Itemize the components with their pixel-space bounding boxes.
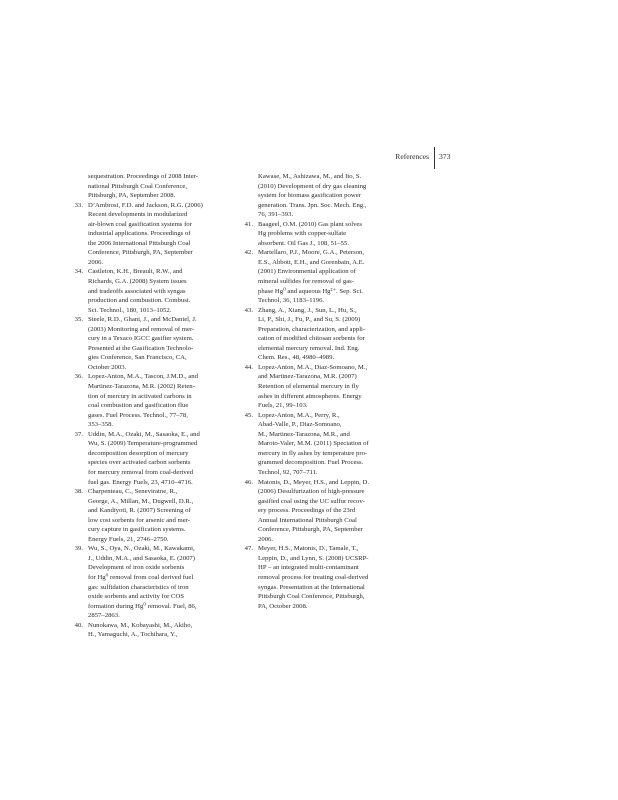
reference-text-line: 2006. bbox=[88, 258, 104, 266]
reference-text-line: sequestration. Proceedings of 2008 Inter- bbox=[88, 173, 198, 180]
reference-number: 36. bbox=[74, 373, 83, 381]
reference-text-line: cation of modified chitosan sorbents for bbox=[258, 335, 365, 343]
reference-entry bbox=[234, 248, 398, 305]
reference-number: 40. bbox=[74, 621, 83, 629]
reference-text-line: Lopez-Anton, M.A., Diaz-Somoano, M., bbox=[258, 363, 368, 371]
reference-number: 35. bbox=[74, 316, 83, 324]
reference-text-line: Zhang, A., Xiang, J., Sun, L., Hu, S., bbox=[258, 306, 357, 314]
reference-entry bbox=[64, 372, 228, 429]
reference-text-line: mercury in fly ashes by temperature pro- bbox=[258, 449, 368, 457]
reference-text-line: (2003) Monitoring and removal of mer- bbox=[88, 325, 195, 333]
reference-text-line: removal process for treating coal-derived bbox=[258, 573, 369, 581]
reference-text-line: decomposition desorption of mercury bbox=[88, 449, 189, 457]
reference-text-line: generation. Trans. Jpn. Soc. Mech. Eng., bbox=[258, 201, 367, 209]
reference-text-line: Nunokawa, M., Kobayashi, M., Akiho, bbox=[88, 621, 193, 629]
reference-text-line: Abad-Valle, P., Diaz-Somoano, bbox=[258, 421, 342, 429]
reference-number: 34. bbox=[74, 268, 83, 276]
reference-text-line: Fuels, 21, 99–103. bbox=[258, 402, 308, 410]
reference-number: 43. bbox=[244, 306, 253, 314]
reference-number: 42. bbox=[244, 249, 253, 257]
reference-entry bbox=[234, 544, 398, 611]
reference-text-line: Pittsburgh, PA, September 2008. bbox=[88, 192, 176, 200]
reference-text-line: Lopez-Anton, M.A., Tascon, J.M.D., and bbox=[88, 373, 198, 381]
reference-entry bbox=[234, 306, 398, 363]
reference-text-line: oxide sorbents and activity for COS bbox=[88, 593, 185, 601]
reference-text-line: Martinez-Tarazona, M.R. (2002) Reten- bbox=[88, 383, 195, 391]
reference-text-line: George, A., Millan, M., Dugwell, D.R., bbox=[88, 497, 194, 505]
reference-text-line: absorbent. Oil Gas J., 108, 51–55. bbox=[258, 239, 350, 247]
reference-number: 46. bbox=[244, 478, 253, 486]
reference-text-line: M., Martinez-Tarazona, M.R., and bbox=[258, 430, 350, 438]
reference-text-line: (2010) Development of dry gas cleaning bbox=[258, 182, 367, 190]
reference-text-line: for mercury removal from coal-derived bbox=[88, 468, 194, 476]
reference-text-line: October 2003. bbox=[88, 363, 127, 371]
reference-number: 41. bbox=[244, 220, 253, 228]
reference-text-line: E.S., Abbott, E.H., and Gorenbain, A.E. bbox=[258, 258, 365, 266]
reference-text-line: grammed decomposition. Fuel Process. bbox=[258, 459, 364, 467]
reference-text-line: Uddin, M.A., Ozaki, M., Sasaoka, E., and bbox=[88, 430, 200, 438]
reference-text-line: Conference, Pittsburgh, PA, September bbox=[258, 526, 363, 534]
reference-entry bbox=[64, 430, 228, 487]
reference-text-line: Matonis, D., Meyer, H.S., and Leppin, D. bbox=[258, 478, 369, 486]
reference-text-line: Kawase, M., Ashizawa, M., and Ito, S. bbox=[258, 173, 362, 180]
reference-entry bbox=[234, 220, 398, 249]
reference-text-line: Maroto-Valer, M.M. (2011) Speciation of bbox=[258, 440, 369, 448]
reference-text-line: Leppin, D., and Lynn, S. (2008) UCSRP- bbox=[258, 554, 369, 562]
reference-text-line: cury in a Texaco IGCC gasifier system. bbox=[88, 335, 194, 343]
reference-number: 44. bbox=[244, 363, 253, 371]
reference-text-line: Sci. Technol., 180, 1013–1052. bbox=[88, 306, 172, 314]
reference-entry bbox=[64, 544, 228, 620]
reference-text-line: Meyer, H.S., Matonis, D., Tamale, T., bbox=[258, 545, 359, 553]
header-divider bbox=[434, 147, 435, 169]
reference-text-line: 2006. bbox=[258, 535, 274, 543]
reference-text-line: Steele, R.D., Ghani, J., and McDaniel, J. bbox=[88, 316, 197, 324]
reference-text-line: Conference, Pittsburgh, PA, September bbox=[88, 249, 193, 257]
reference-text-line: ashes in different atmospheres. Energy bbox=[258, 392, 362, 400]
reference-text-line: elemental mercury removal. Ind. Eng. bbox=[258, 344, 360, 352]
reference-text-line: Retention of elemental mercury in fly bbox=[258, 383, 359, 391]
section-title: References bbox=[395, 152, 429, 161]
reference-entry bbox=[234, 411, 398, 478]
reference-text-line: Annual International Pittsburgh Coal bbox=[258, 516, 357, 524]
reference-number: 47. bbox=[244, 545, 253, 553]
reference-text-line: low cost sorbents for arsenic and mer- bbox=[88, 516, 191, 524]
reference-entry bbox=[234, 478, 398, 545]
reference-number: 37. bbox=[74, 430, 83, 438]
reference-text-line: Martellaro, P.J., Moore, G.A., Peterson, bbox=[258, 249, 365, 257]
reference-text-line: PA, October 2008. bbox=[258, 602, 308, 610]
reference-column-left bbox=[64, 172, 228, 640]
reference-text-line: J., Uddin, M.A., and Sasaoka, E. (2007) bbox=[88, 554, 195, 562]
reference-text-line: Castleton, K.H., Breault, R.W., and bbox=[88, 268, 183, 276]
reference-text-line: Technol, 36, 1183–1196. bbox=[258, 297, 325, 305]
reference-text-line: (2006) Desulfurization of high-pressure bbox=[258, 488, 365, 496]
reference-entry bbox=[64, 267, 228, 315]
reference-text-line: Wu, S., Oya, N., Ozaki, M., Kawakami, bbox=[88, 545, 195, 553]
reference-text-line: 76, 391–393. bbox=[258, 211, 294, 219]
reference-entry bbox=[64, 201, 228, 268]
reference-number: 39. bbox=[74, 545, 83, 553]
reference-text-line: Preparation, characterization, and appli- bbox=[258, 325, 366, 333]
reference-text-line: D’Ambrosi, F.D. and Jackson, R.G. (2006) bbox=[88, 201, 203, 209]
page-number: 373 bbox=[439, 152, 451, 161]
reference-text-line: Li, P., Shi, J., Fu, P., and Su, S. (2009) bbox=[258, 316, 361, 324]
reference-text-line: formation during Hg⁰ removal. Fuel, 86, bbox=[88, 602, 197, 610]
reference-number: 33. bbox=[74, 201, 83, 209]
reference-text-line: mineral sulfides for removal of gas- bbox=[258, 278, 355, 286]
reference-text-line: HP – an integrated multi-contaminant bbox=[258, 564, 359, 572]
reference-text-line: Charpenteau, C., Seneviratne, R., bbox=[88, 488, 178, 496]
reference-text-line: system for biomass gasification power bbox=[258, 192, 361, 200]
reference-text-line: gas: sulfidation characteristics of iron bbox=[88, 583, 189, 591]
reference-text-line: gases. Fuel Process. Technol., 77–78, bbox=[88, 411, 188, 419]
reference-text-line: Energy Fuels, 21, 2746–2750. bbox=[88, 535, 169, 543]
reference-text-line: cury capture in gasification systems. bbox=[88, 526, 186, 534]
reference-text-line: gasified coal using the UC sulfur recov- bbox=[258, 497, 365, 505]
reference-text-line: 2857–2863. bbox=[88, 612, 120, 620]
reference-text-line: phase Hg⁰ and aqueous Hg²⁺. Sep. Sci. bbox=[258, 287, 363, 295]
reference-entry bbox=[234, 172, 398, 220]
reference-text-line: air-blown coal gasification systems for bbox=[88, 220, 192, 228]
reference-text-line: tion of mercury in activated carbons in bbox=[88, 392, 192, 400]
reference-text-line: syngas. Presentation at the International bbox=[258, 583, 365, 591]
reference-text-line: production and combustion. Combust. bbox=[88, 297, 191, 305]
reference-number: 45. bbox=[244, 411, 253, 419]
reference-number: 38. bbox=[74, 488, 83, 496]
reference-entry bbox=[64, 172, 228, 201]
reference-text-line: Pittsburgh Coal Conference, Pittsburgh, bbox=[258, 593, 365, 601]
reference-text-line: Richards, G.A. (2008) System issues bbox=[88, 278, 187, 286]
reference-text-line: H., Yamaguchi, A., Tochihara, Y., bbox=[88, 631, 178, 639]
reference-text-line: Development of iron oxide sorbents bbox=[88, 564, 185, 572]
reference-text-line: Hg problems with copper-sulfate bbox=[258, 230, 347, 238]
reference-text-line: Lopez-Anton, M.A., Perry, R., bbox=[258, 411, 340, 419]
reference-entry bbox=[64, 621, 228, 640]
reference-text-line: the 2006 International Pittsburgh Coal bbox=[88, 239, 191, 247]
reference-text-line: Wu, S. (2009) Temperature-programmed bbox=[88, 440, 198, 448]
reference-entry bbox=[64, 315, 228, 372]
reference-text-line: Baageel, O.M. (2010) Gas plant solves bbox=[258, 220, 363, 228]
reference-text-line: for Hg⁰ removal from coal derived fuel bbox=[88, 573, 194, 581]
reference-column-right bbox=[234, 172, 398, 611]
reference-entry bbox=[64, 487, 228, 544]
reference-text-line: and Kandiyoti, R. (2007) Screening of bbox=[88, 507, 191, 515]
reference-text-line: Recent developments in modularized bbox=[88, 211, 188, 219]
reference-text-line: industrial applications. Proceedings of bbox=[88, 230, 191, 238]
reference-text-line: species over activated carbon sorbents bbox=[88, 459, 191, 467]
reference-text-line: Technol, 92, 707–711. bbox=[258, 468, 318, 476]
reference-text-line: national Pittsburgh Coal Conference, bbox=[88, 182, 188, 190]
reference-text-line: (2001) Environmental application of bbox=[258, 268, 356, 276]
reference-text-line: fuel gas. Energy Fuels, 23, 4710–4716. bbox=[88, 478, 193, 486]
reference-text-line: Chem. Res., 48, 4980–4989. bbox=[258, 354, 335, 362]
reference-entry bbox=[234, 363, 398, 411]
running-header bbox=[340, 151, 454, 165]
reference-text-line: coal combustion and gasification flue bbox=[88, 402, 189, 410]
reference-text-line: and Martinez-Tarazona, M.R. (2007) bbox=[258, 373, 357, 381]
reference-text-line: 353–358. bbox=[88, 421, 114, 429]
reference-text-line: Presented at the Gasification Technolo- bbox=[88, 344, 194, 352]
reference-text-line: ery process. Proceedings of the 23rd bbox=[258, 507, 356, 515]
reference-text-line: and tradeoffs associated with syngas bbox=[88, 287, 186, 295]
reference-text-line: gies Conference, San Francisco, CA, bbox=[88, 354, 187, 362]
